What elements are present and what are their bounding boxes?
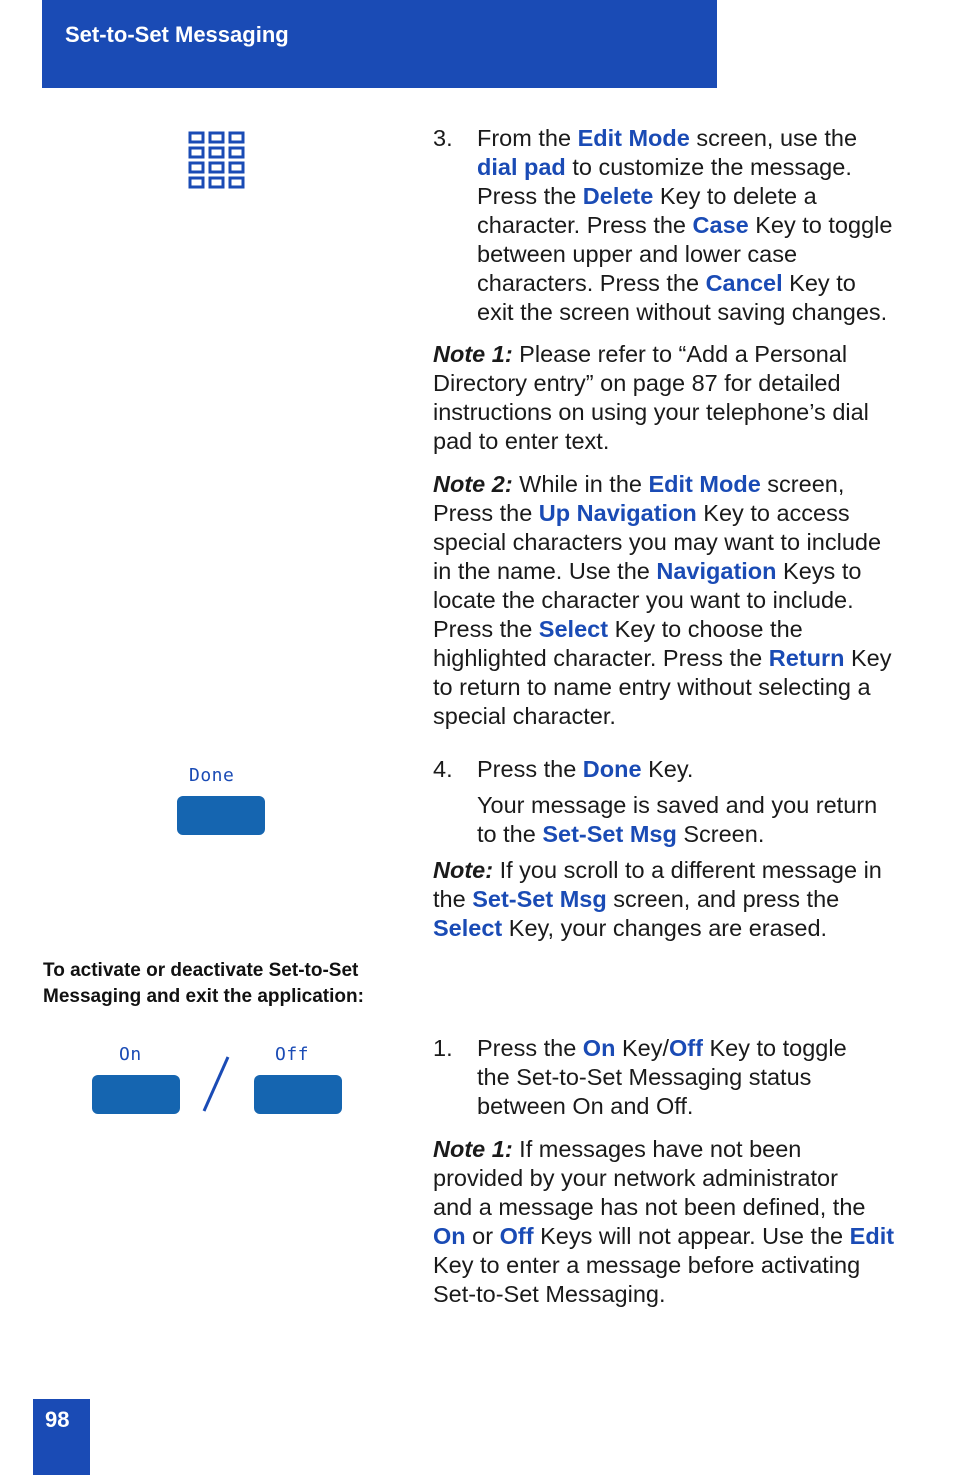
on-softkey[interactable] — [92, 1075, 180, 1114]
edit-mode-key-ref: Edit Mode — [577, 125, 690, 151]
page-number: 98 — [45, 1407, 70, 1432]
note-4: Note 1: If messages have not been provided by your network administrator and a message has not been defined, the On or Off Keys will not appear. Use the Edit Key to enter a message before activating Set-to-Set Messaging. — [433, 1136, 895, 1307]
select-key-ref: Select — [538, 616, 609, 642]
cancel-key-ref: Cancel — [705, 270, 783, 296]
off-key-ref: Off — [669, 1035, 703, 1061]
note-2: Note 2: While in the Edit Mode screen, Press the Up Navigation Key to access special characters you may want to include in the name. Use the Navigation Keys to locate the character you want to include. Press the Select Key to choose the highlighted character. Press the Return Key to return to name entry without selecting a special character. — [433, 471, 892, 729]
delete-key-ref: Delete — [582, 183, 654, 209]
note-1: Note 1: Please refer to “Add a Personal Directory entry” on page 87 for detailed instructions on using your telephone’s dial pad to enter text. — [433, 341, 869, 454]
step-number: 3. — [433, 125, 453, 151]
done-softkey[interactable] — [177, 796, 265, 835]
done-key-label: Done — [189, 765, 235, 786]
step-4: 4. Press the Done Key. Your message is saved and you return to the Set-Set Msg Screen. — [433, 756, 878, 847]
note-label: Note: — [433, 857, 494, 883]
page-section-title: Set-to-Set Messaging — [65, 22, 289, 47]
header-bar — [42, 0, 717, 88]
return-key-ref: Return — [768, 645, 845, 671]
off-softkey[interactable] — [254, 1075, 342, 1114]
note-3: Note: If you scroll to a different message in the Set-Set Msg screen, and press the Select Key, your changes are erased. — [433, 857, 882, 941]
slash-separator — [200, 1055, 232, 1113]
step-3 — [433, 124, 903, 327]
off-key-ref: Off — [499, 1223, 534, 1249]
on-key-ref: On — [433, 1223, 466, 1249]
set-set-msg-ref: Set-Set Msg — [542, 821, 677, 847]
section-heading: To activate or deactivate Set-to-Set Messaging and exit the application: — [43, 960, 364, 1007]
edit-key-ref: Edit — [849, 1223, 895, 1249]
edit-mode-key-ref: Edit Mode — [648, 471, 761, 497]
case-key-ref: Case — [692, 212, 749, 238]
dialpad-icon — [188, 131, 246, 191]
note-label: Note 2: — [433, 471, 513, 497]
page-number-tab — [33, 1399, 90, 1475]
on-key-ref: On — [582, 1035, 616, 1061]
set-set-msg-ref: Set-Set Msg — [472, 886, 607, 912]
off-key-label: Off — [275, 1044, 310, 1065]
step-1: 1. Press the On Key/Off Key to toggle the Set-to-Set Messaging status between On and Off. — [433, 1035, 847, 1119]
done-key-ref: Done — [582, 756, 642, 782]
step-number: 1. — [433, 1035, 453, 1061]
note-label: Note 1: — [433, 341, 513, 367]
note-label: Note 1: — [433, 1136, 513, 1162]
step-3-text: From the Edit Mode screen, use the dial pad to customize the message. Press the Delete Key to delete a character. Press the Case Key to toggle between upper and lower case characters. Press the Cancel Key to exit the screen without saving changes. — [477, 125, 893, 325]
on-key-label: On — [119, 1044, 142, 1065]
navigation-key-ref: Navigation — [656, 558, 777, 584]
dial-pad-ref: dial pad — [477, 154, 566, 180]
select-key-ref: Select — [433, 915, 503, 941]
up-navigation-key-ref: Up Navigation — [538, 500, 697, 526]
step-number: 4. — [433, 756, 453, 782]
